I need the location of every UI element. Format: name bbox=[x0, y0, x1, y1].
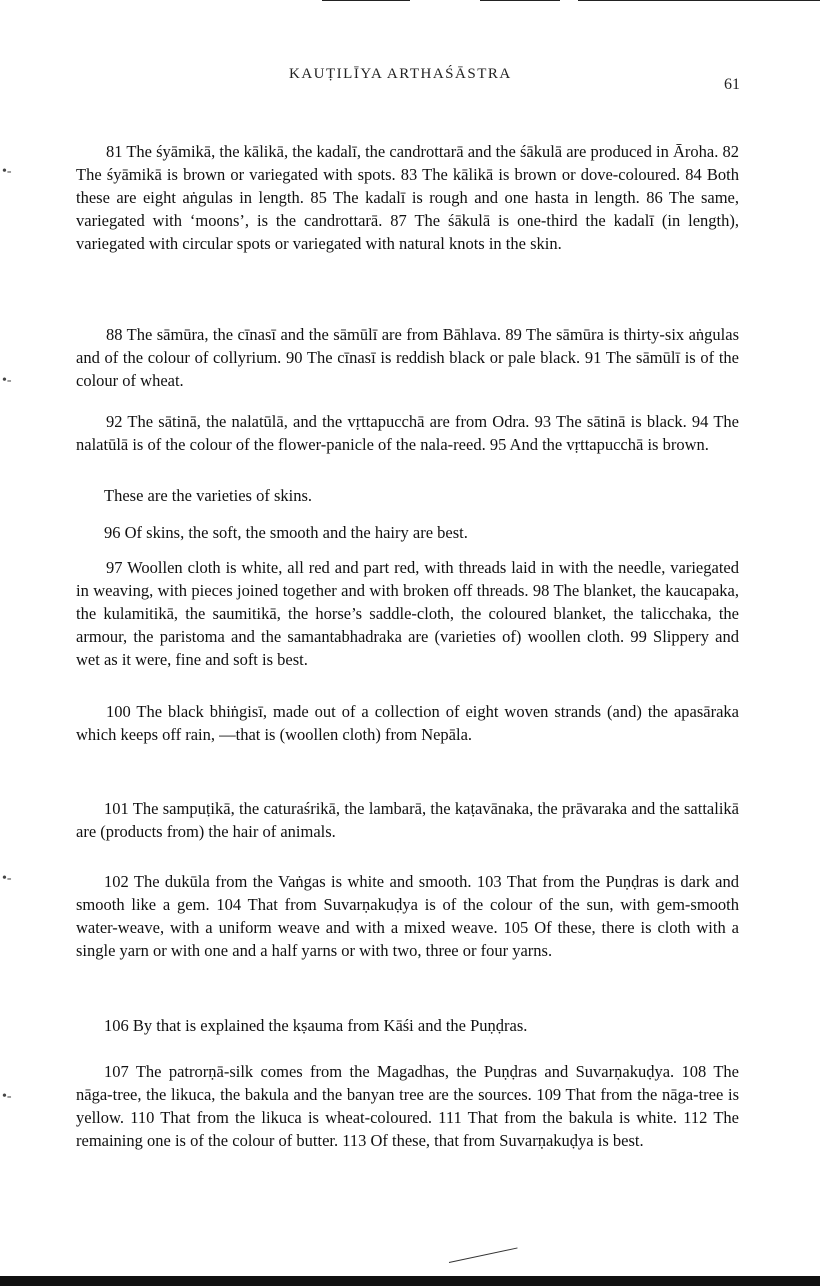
running-header: KAUṬILĪYA ARTHAŚĀSTRA bbox=[289, 66, 512, 82]
margin-mark: •- bbox=[2, 373, 12, 388]
paragraph-92-95: 92 The sātinā, the nalatūlā, and the vṛttapucchā are from Odra. 93 The sātinā is black. 94 The nalatūlā is of the colour of the flower-panicle of the nala-reed. 95 And the vṛttapucchā is brown. bbox=[76, 412, 739, 454]
paragraph-96: 96 Of skins, the soft, the smooth and the hairy are best. bbox=[104, 523, 468, 542]
bottom-scan-edge bbox=[0, 1276, 820, 1286]
paragraph-107-113: 107 The patrorṇā-silk comes from the Magadhas, the Puṇḍras and Suvarṇakuḍya. 108 The nāga-tree, the likuca, the bakula and the banyan tree are the sources. 109 That from the nāga-tree is yellow. 110 That from the likuca is wheat-coloured. 111 That from the bakula is white. 112 The remaining one is of the colour of butter. 113 Of these, that from Suvarṇakuḍya is best. bbox=[76, 1062, 739, 1150]
scan-stroke bbox=[449, 1247, 518, 1263]
page-number: 61 bbox=[724, 76, 740, 93]
paragraph-varieties-of-skins: These are the varieties of skins. bbox=[104, 486, 313, 505]
margin-mark: •- bbox=[2, 1089, 12, 1104]
paragraph-106: 106 By that is explained the kṣauma from Kāśi and the Puṇḍras. bbox=[104, 1016, 528, 1035]
paragraph-81-87: 81 The śyāmikā, the kālikā, the kadalī, the candrottarā and the śākulā are produced in Āroha. 82 The śyāmikā is brown or variegated with spots. 83 The kālikā is brown or dove-coloured. 84 Both these are eight aṅgulas in length. 85 The kadalī is rough and one hasta in length. 86 The same, variegated with ‘moons’, is the candrottarā. 87 The śākulā is one-third the kadalī (in length), variegated with circular spots or variegated with natural knots in the skin. bbox=[76, 142, 739, 253]
top-scan-line-right bbox=[578, 0, 820, 1]
paragraph-97-99: 97 Woollen cloth is white, all red and part red, with threads laid in with the needle, variegated in weaving, with pieces joined together and with broken off threads. 98 The blanket, the kaucapaka, the kulamitikā, the saumitikā, the horse’s saddle-cloth, the coloured blanket, the talicchaka, the armour, the paristoma and the samantabhadraka are (varieties of) woollen cloth. 99 Slippery and wet as it were, fine and soft is best. bbox=[76, 558, 739, 669]
margin-mark: •- bbox=[2, 164, 12, 179]
top-scan-line-mid bbox=[480, 0, 560, 1]
margin-mark: •- bbox=[2, 871, 12, 886]
paragraph-88-91: 88 The sāmūra, the cīnasī and the sāmūlī are from Bāhlava. 89 The sāmūra is thirty-six aṅgulas and of the colour of collyrium. 90 The cīnasī is reddish black or pale black. 91 The sāmūlī is of the colour of wheat. bbox=[76, 325, 739, 390]
paragraph-100: 100 The black bhiṅgisī, made out of a collection of eight woven strands (and) the apasāraka which keeps off rain, —that is (woollen cloth) from Nepāla. bbox=[76, 702, 739, 744]
paragraph-102-105: 102 The dukūla from the Vaṅgas is white and smooth. 103 That from the Puṇḍras is dark and smooth like a gem. 104 That from Suvarṇakuḍya is of the colour of the sun, with gem-smooth water-weave, with a uniform weave and with a mixed weave. 105 Of these, there is cloth with a single yarn or with one and a half yarns or with two, three or four yarns. bbox=[76, 872, 739, 960]
top-scan-line-left bbox=[322, 0, 410, 1]
paragraph-101: 101 The sampuṭikā, the caturaśrikā, the lambarā, the kaṭavānaka, the prāvaraka and the sattalikā are (products from) the hair of animals. bbox=[76, 799, 739, 841]
